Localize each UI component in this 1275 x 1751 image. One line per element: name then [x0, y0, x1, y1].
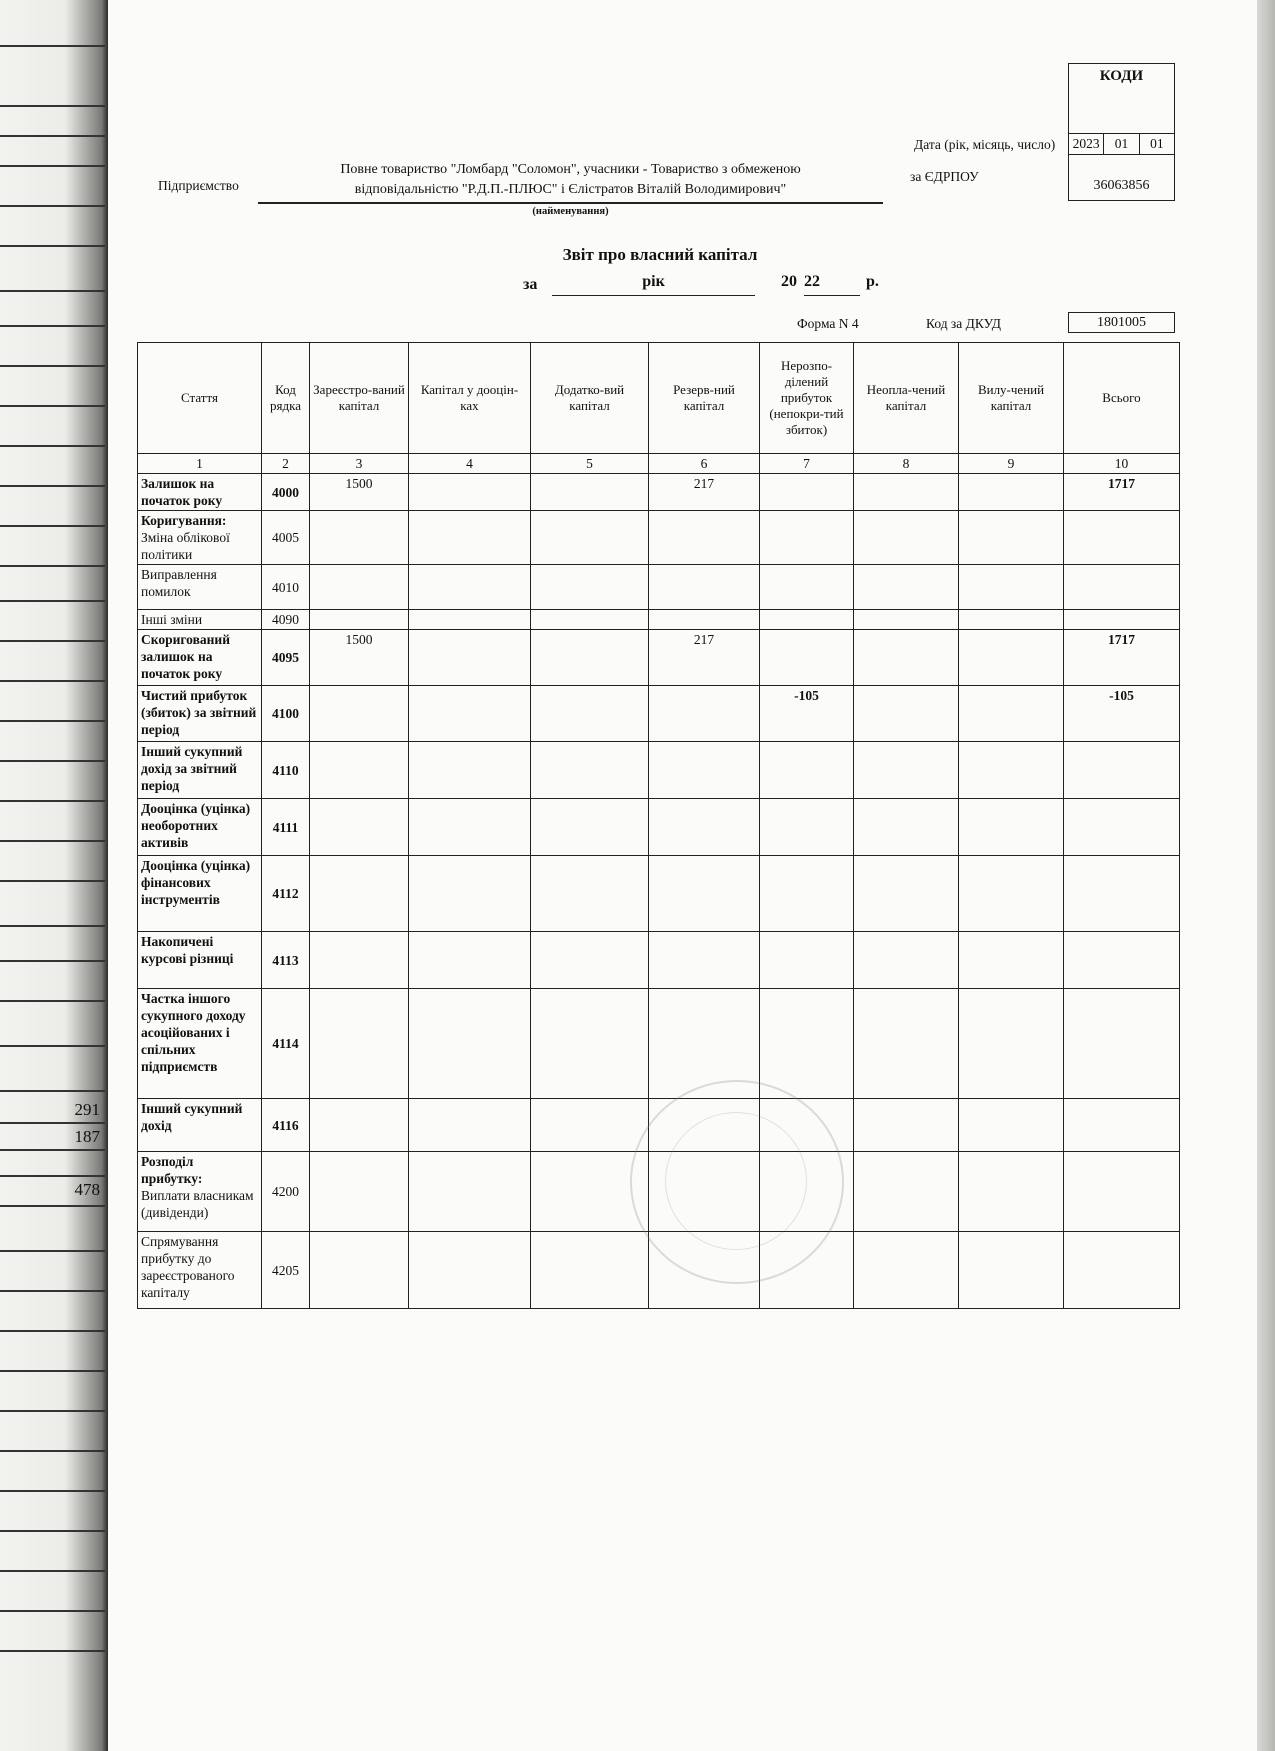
cell-c7: -105	[760, 686, 854, 742]
cell-empty	[854, 511, 959, 565]
row-code: 4111	[262, 799, 310, 856]
cell-empty	[959, 630, 1064, 686]
scan-ruling-line	[0, 1205, 105, 1207]
row-label	[138, 511, 262, 565]
cell-empty	[854, 856, 959, 932]
row-label-bold: Дооцінка (уцінка) необоротних активів	[141, 801, 251, 850]
cell-c10: 1717	[1064, 474, 1180, 511]
cell-c3	[310, 742, 409, 799]
cell-c7	[760, 799, 854, 856]
cell-empty	[409, 1152, 531, 1232]
scan-ruling-line	[0, 1570, 105, 1572]
column-number-row	[138, 454, 1180, 474]
cell-empty	[409, 989, 531, 1099]
cell-c3	[310, 989, 409, 1099]
cell-c10	[1064, 742, 1180, 799]
cell-empty	[531, 686, 649, 742]
cell-c3	[310, 610, 409, 630]
cell-c10	[1064, 799, 1180, 856]
report-title: Звіт про власний капітал	[562, 245, 758, 264]
cell-empty	[854, 686, 959, 742]
cell-c3: 1500	[310, 474, 409, 511]
scan-ruling-line	[0, 1490, 105, 1492]
cell-empty	[854, 1232, 959, 1309]
cell-empty	[531, 630, 649, 686]
date-month: 01	[1104, 134, 1139, 154]
row-code: 4010	[262, 565, 310, 610]
scan-ruling-line	[0, 720, 105, 722]
scan-ruling-line	[0, 1090, 105, 1092]
scan-ruling-line	[0, 640, 105, 642]
cell-c10	[1064, 856, 1180, 932]
enterprise-name-line1: Повне товариство "Ломбард "Соломон", учасники - Товариство з обмеженою	[340, 162, 801, 177]
row-label-bold: Коригування:	[141, 513, 227, 528]
cell-c10	[1064, 1099, 1180, 1152]
cell-c10	[1064, 511, 1180, 565]
cell-c6: 217	[649, 474, 760, 511]
scan-ruling-line	[0, 800, 105, 802]
column-number: 2	[262, 454, 310, 474]
enterprise-name-line2: відповідальністю "Р.Д.П.-ПЛЮС" і Єлістратов Віталій Володимирович"	[354, 182, 787, 197]
scan-ruling-line	[0, 365, 105, 367]
scan-ruling-line	[0, 1000, 105, 1002]
cell-empty	[959, 686, 1064, 742]
cell-c7	[760, 565, 854, 610]
date-label: Дата (рік, місяць, число)	[914, 137, 1056, 152]
row-label-text: Спрямування прибутку до зареєстрованого капіталу	[141, 1234, 235, 1300]
scan-ruling-line	[0, 1610, 105, 1612]
cell-empty	[531, 474, 649, 511]
cell-empty	[854, 742, 959, 799]
cell-c6	[649, 565, 760, 610]
cell-c6: 217	[649, 630, 760, 686]
cell-empty	[409, 511, 531, 565]
cell-c7	[760, 610, 854, 630]
scan-ruling-line	[0, 325, 105, 327]
row-label	[138, 565, 262, 610]
row-label-bold: Частка іншого сукупного доходу асоційованих і спільних підприємств	[141, 991, 246, 1074]
cell-c6	[649, 610, 760, 630]
cell-c7	[760, 856, 854, 932]
cell-empty	[409, 565, 531, 610]
cell-empty	[854, 630, 959, 686]
column-number: 8	[854, 454, 959, 474]
cell-empty	[959, 610, 1064, 630]
row-label-text: Виправлення помилок	[141, 567, 217, 599]
name-underline	[258, 202, 883, 204]
cell-c10	[1064, 565, 1180, 610]
cell-c3	[310, 856, 409, 932]
cell-c3	[310, 1232, 409, 1309]
date-cells	[1069, 133, 1174, 155]
scan-ruling-line	[0, 135, 105, 137]
row-label	[138, 686, 262, 742]
scan-ruling-line	[0, 405, 105, 407]
cell-c7	[760, 474, 854, 511]
scan-ruling-line	[0, 1450, 105, 1452]
dkud-code: 1801005	[1068, 312, 1175, 333]
cell-c10: 1717	[1064, 630, 1180, 686]
cell-empty	[854, 610, 959, 630]
edrpou-label: за ЄДРПОУ	[910, 169, 979, 184]
cell-empty	[531, 610, 649, 630]
cell-empty	[959, 511, 1064, 565]
cell-empty	[409, 856, 531, 932]
table-row	[138, 565, 1180, 610]
cell-c3	[310, 511, 409, 565]
date-year: 2023	[1069, 134, 1104, 154]
table-header-row	[138, 343, 1180, 454]
cell-empty	[854, 799, 959, 856]
column-header: Код рядка	[262, 343, 310, 454]
column-header: Зареєстро-ваний капітал	[310, 343, 409, 454]
column-number: 3	[310, 454, 409, 474]
cell-c10: -105	[1064, 686, 1180, 742]
scan-ruling-line	[0, 760, 105, 762]
scan-ruling-line	[0, 840, 105, 842]
cell-c10	[1064, 989, 1180, 1099]
scan-ruling-line	[0, 1149, 105, 1151]
cell-c3	[310, 1099, 409, 1152]
scan-ruling-line	[0, 1370, 105, 1372]
row-label	[138, 932, 262, 989]
cell-empty	[531, 742, 649, 799]
column-header: Неопла-чений капітал	[854, 343, 959, 454]
cell-empty	[854, 1099, 959, 1152]
scan-ruling-line	[0, 960, 105, 962]
row-code: 4205	[262, 1232, 310, 1309]
row-label-bold: Дооцінка (уцінка) фінансових інструментів	[141, 858, 251, 907]
edrpou-code: 36063856	[1093, 178, 1150, 193]
column-header: Вилу-чений капітал	[959, 343, 1064, 454]
row-label	[138, 610, 262, 630]
table-row	[138, 610, 1180, 630]
column-number: 10	[1064, 454, 1180, 474]
cell-empty	[959, 856, 1064, 932]
year-end: р.	[866, 273, 879, 290]
cell-empty	[409, 742, 531, 799]
cell-empty	[409, 686, 531, 742]
row-code: 4200	[262, 1152, 310, 1232]
scan-ruling-line	[0, 205, 105, 207]
row-label-bold: Скоригований залишок на початок року	[141, 632, 230, 681]
cell-empty	[531, 1232, 649, 1309]
form-label: Форма N 4	[797, 316, 859, 331]
dkud-label: Код за ДКУД	[926, 316, 1001, 331]
scan-ruling-line	[0, 1175, 105, 1177]
cell-empty	[531, 799, 649, 856]
cell-empty	[409, 932, 531, 989]
scan-ruling-line	[0, 925, 105, 927]
row-label-bold: Чистий прибуток (збиток) за звітний період	[141, 688, 257, 737]
cell-empty	[959, 565, 1064, 610]
spine-number: 291	[74, 1100, 100, 1119]
cell-empty	[854, 1152, 959, 1232]
cell-empty	[409, 474, 531, 511]
column-header: Резерв-ний капітал	[649, 343, 760, 454]
scan-ruling-line	[0, 565, 105, 567]
column-header: Додатко-вий капітал	[531, 343, 649, 454]
scan-ruling-line	[0, 445, 105, 447]
row-label	[138, 474, 262, 511]
cell-empty	[854, 932, 959, 989]
cell-empty	[531, 932, 649, 989]
scan-ruling-line	[0, 1530, 105, 1532]
cell-empty	[409, 610, 531, 630]
cell-empty	[409, 630, 531, 686]
row-code: 4110	[262, 742, 310, 799]
cell-c6	[649, 856, 760, 932]
scan-ruling-line	[0, 1330, 105, 1332]
cell-c3	[310, 686, 409, 742]
scan-ruling-line	[0, 1045, 105, 1047]
row-label	[138, 799, 262, 856]
cell-empty	[959, 474, 1064, 511]
cell-empty	[959, 799, 1064, 856]
cell-c7	[760, 932, 854, 989]
row-code: 4095	[262, 630, 310, 686]
column-number: 6	[649, 454, 760, 474]
row-label-bold: Інший сукупний дохід за звітний період	[141, 744, 243, 793]
row-label	[138, 630, 262, 686]
cell-c3	[310, 932, 409, 989]
cell-empty	[409, 1232, 531, 1309]
spine-number: 187	[74, 1127, 100, 1146]
scan-ruling-line	[0, 1290, 105, 1292]
scan-ruling-line	[0, 680, 105, 682]
cell-empty	[531, 565, 649, 610]
cell-c6	[649, 742, 760, 799]
scan-ruling-line	[0, 1250, 105, 1252]
scan-ruling-line	[0, 245, 105, 247]
column-header: Всього	[1064, 343, 1180, 454]
cell-c7	[760, 989, 854, 1099]
row-label-bold: Розподіл прибутку:	[141, 1154, 203, 1186]
row-label	[138, 1232, 262, 1309]
cell-c3	[310, 565, 409, 610]
table-row	[138, 856, 1180, 932]
scan-ruling-line	[0, 880, 105, 882]
column-number: 9	[959, 454, 1064, 474]
cell-c6	[649, 686, 760, 742]
row-label	[138, 1152, 262, 1232]
row-label-bold: Накопичені курсові різниці	[141, 934, 234, 966]
cell-empty	[531, 1099, 649, 1152]
stamp-inner-mark	[665, 1112, 807, 1250]
cell-c3: 1500	[310, 630, 409, 686]
scan-ruling-line	[0, 105, 105, 107]
row-code: 4112	[262, 856, 310, 932]
cell-empty	[959, 989, 1064, 1099]
scan-ruling-line	[0, 290, 105, 292]
scan-ruling-line	[0, 1650, 105, 1652]
codes-box	[1068, 63, 1175, 201]
table-row	[138, 799, 1180, 856]
cell-c3	[310, 1152, 409, 1232]
cell-empty	[959, 1152, 1064, 1232]
table-row	[138, 989, 1180, 1099]
column-header: Стаття	[138, 343, 262, 454]
cell-c10	[1064, 932, 1180, 989]
row-code: 4100	[262, 686, 310, 742]
cell-c7	[760, 630, 854, 686]
scan-ruling-line	[0, 485, 105, 487]
row-label-text: Зміна облікової політики	[141, 530, 230, 562]
cell-empty	[531, 989, 649, 1099]
table-row	[138, 742, 1180, 799]
row-label-text: Інші зміни	[141, 612, 203, 627]
year-prefix: 20	[781, 273, 797, 290]
cell-c10	[1064, 1152, 1180, 1232]
scan-ruling-line	[0, 525, 105, 527]
cell-c6	[649, 511, 760, 565]
cell-empty	[959, 1232, 1064, 1309]
cell-empty	[409, 799, 531, 856]
scan-ruling-line	[0, 45, 105, 47]
column-number: 1	[138, 454, 262, 474]
table-row	[138, 511, 1180, 565]
row-code: 4116	[262, 1099, 310, 1152]
cell-empty	[854, 565, 959, 610]
table-row	[138, 932, 1180, 989]
row-code: 4000	[262, 474, 310, 511]
cell-c7	[760, 742, 854, 799]
row-label	[138, 856, 262, 932]
enterprise-name	[258, 160, 883, 200]
row-label-bold: Інший сукупний дохід	[141, 1101, 243, 1133]
row-label	[138, 989, 262, 1099]
cell-c6	[649, 932, 760, 989]
codes-title: КОДИ	[1099, 68, 1144, 84]
row-label	[138, 1099, 262, 1152]
cell-c10	[1064, 1232, 1180, 1309]
column-number: 7	[760, 454, 854, 474]
row-code: 4005	[262, 511, 310, 565]
cell-empty	[854, 474, 959, 511]
row-label	[138, 742, 262, 799]
row-label-text: Виплати власникам (дивіденди)	[141, 1188, 254, 1220]
row-label-bold: Залишок на початок року	[141, 476, 223, 508]
cell-empty	[959, 742, 1064, 799]
cell-c7	[760, 511, 854, 565]
scan-ruling-line	[0, 165, 105, 167]
for-label: за	[523, 276, 538, 293]
cell-c3	[310, 799, 409, 856]
cell-empty	[409, 1099, 531, 1152]
table-row	[138, 474, 1180, 511]
enterprise-label: Підприємство	[158, 178, 239, 193]
scan-ruling-line	[0, 1410, 105, 1412]
year-suffix: 22	[804, 273, 860, 296]
cell-empty	[959, 932, 1064, 989]
scan-ruling-line	[0, 1122, 105, 1124]
date-day: 01	[1150, 136, 1164, 151]
row-code: 4113	[262, 932, 310, 989]
cell-empty	[959, 1099, 1064, 1152]
scan-ruling-line	[0, 600, 105, 602]
cell-c6	[649, 799, 760, 856]
table-row	[138, 686, 1180, 742]
cell-empty	[531, 511, 649, 565]
scan-right-edge	[1257, 0, 1275, 1751]
spine-number: 478	[74, 1180, 100, 1199]
column-number: 4	[409, 454, 531, 474]
cell-c10	[1064, 610, 1180, 630]
period-field: рік	[552, 273, 755, 296]
name-caption: (найменування)	[532, 206, 609, 217]
cell-empty	[531, 856, 649, 932]
row-code: 4114	[262, 989, 310, 1099]
column-number: 5	[531, 454, 649, 474]
cell-empty	[854, 989, 959, 1099]
scan-binding-edge	[0, 0, 108, 1751]
column-header: Нерозпо-ділений прибуток (непокри-тий збиток)	[760, 343, 854, 454]
row-code: 4090	[262, 610, 310, 630]
table-row	[138, 630, 1180, 686]
column-header: Капітал у дооцін-ках	[409, 343, 531, 454]
